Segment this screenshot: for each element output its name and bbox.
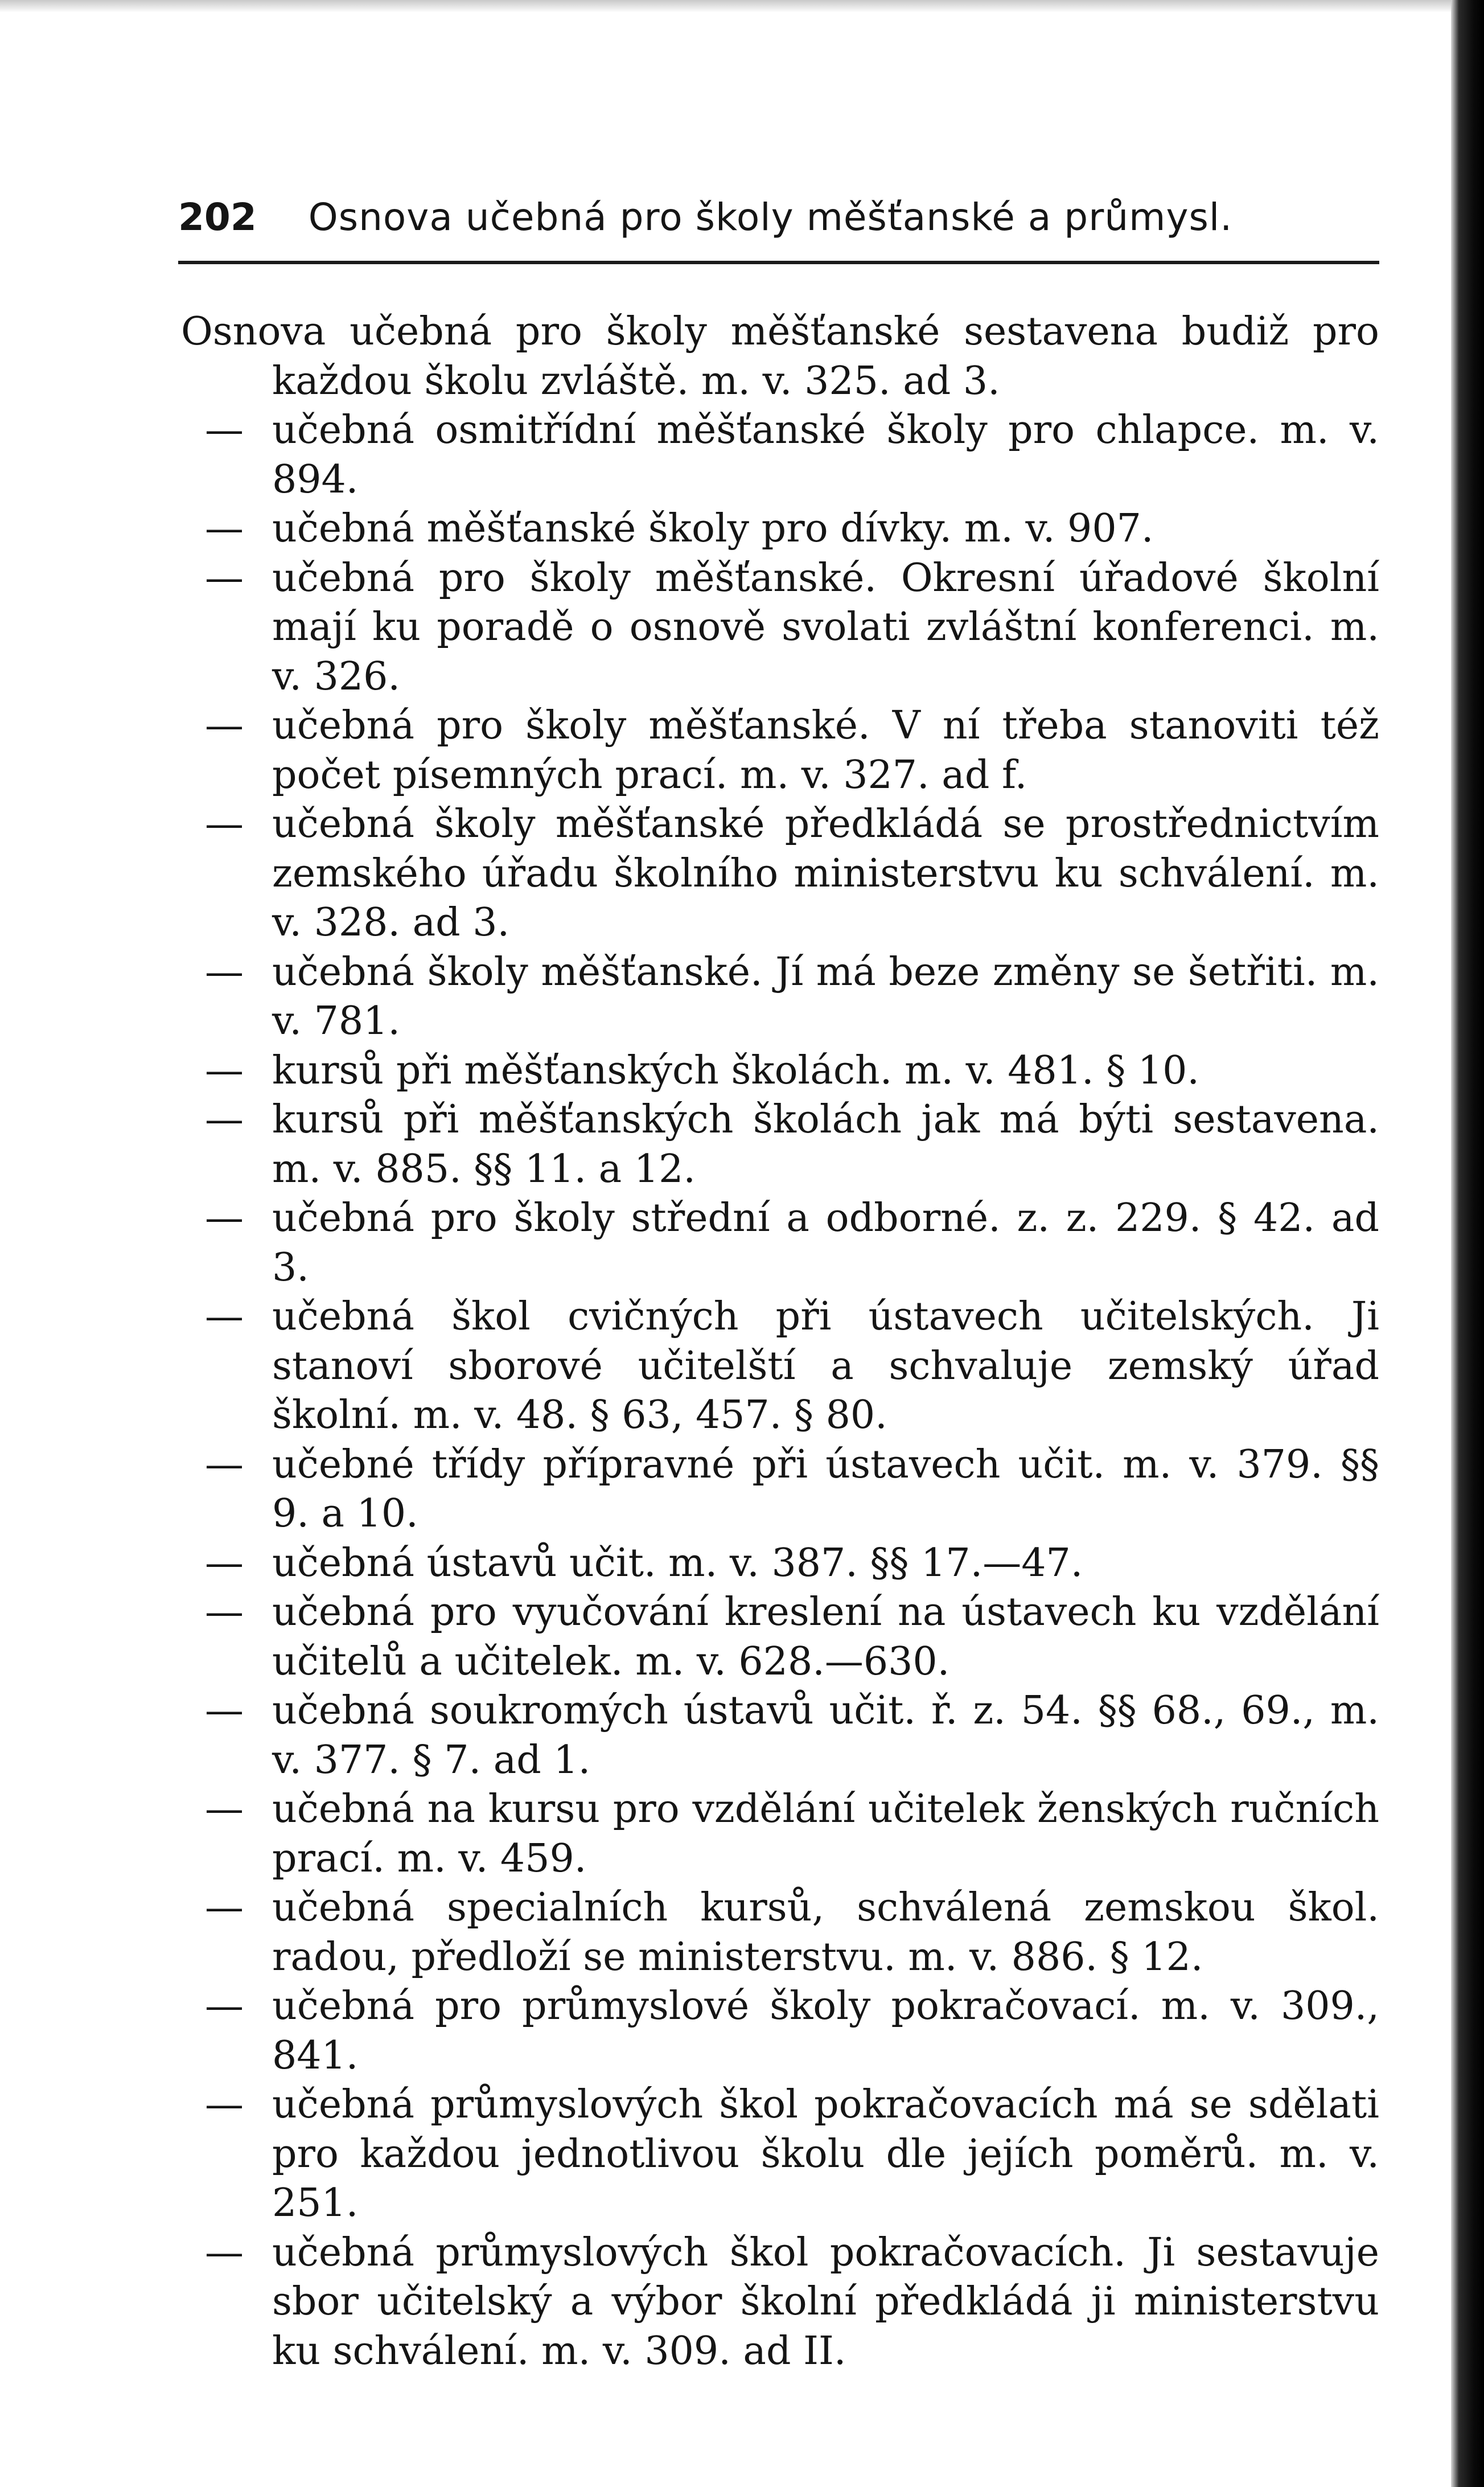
running-title: Osnova učebná pro školy měšťanské a průmysl.	[308, 195, 1233, 239]
entry-text: učebná průmyslových škol pokračovacích. Ji sestavuje sbor učitelský a výbor školní předkládá ji ministerstvu ku schválení. m. v. 309. ad II.	[272, 2230, 1379, 2374]
index-entry	[181, 2080, 1379, 2229]
entry-text: učebná pro školy měšťanské. Okresní úřadové školní mají ku poradě o osnově svolati zvláštní konferenci. m. v. 326.	[272, 555, 1379, 699]
entry-text: učebná škol cvičných při ústavech učitelských. Ji stanoví sborové učitelští a schvaluje zemský úřad školní. m. v. 48. § 63, 457. § 80.	[272, 1294, 1379, 1438]
entry-dash: —	[205, 2230, 244, 2275]
entry-text: Osnova učebná pro školy měšťanské sestavena budiž pro každou školu zvláště. m. v. 325. ad 3.	[181, 309, 1379, 404]
index-entry	[181, 800, 1379, 948]
entry-text: učebná ústavů učit. m. v. 387. §§ 17.—47.	[272, 1540, 1083, 1586]
entry-text: učebná soukromých ústavů učit. ř. z. 54. §§ 68., 69., m. v. 377. § 7. ad 1.	[272, 1688, 1379, 1783]
entry-text: učebná specialních kursů, schválená zemskou škol. radou, předloží se ministerstvu. m. v. 886. § 12.	[272, 1885, 1379, 1980]
scan-right-edge	[1451, 0, 1484, 2487]
entry-text: učebná školy měšťanské. Jí má beze změny se šetřiti. m. v. 781.	[272, 949, 1379, 1044]
page-header	[178, 189, 1379, 263]
index-entry	[181, 1539, 1379, 1589]
entry-text: kursů při měšťanských školách. m. v. 481. § 10.	[272, 1048, 1200, 1093]
index-entry	[181, 1095, 1379, 1194]
index-entry	[181, 1588, 1379, 1686]
entry-dash: —	[205, 949, 244, 995]
index-entry	[181, 1194, 1379, 1292]
index-entry	[181, 1686, 1379, 1785]
index-entry	[181, 406, 1379, 504]
entry-text: učebná školy měšťanské předkládá se prostřednictvím zemského úřadu školního ministerstvu ku schválení. m. v. 328. ad 3.	[272, 802, 1379, 945]
index-entry	[181, 504, 1379, 554]
entry-dash: —	[205, 1590, 244, 1635]
entry-text: učebná pro průmyslové školy pokračovací. m. v. 309., 841.	[272, 1984, 1379, 2078]
entry-dash: —	[205, 1540, 244, 1586]
index-entry	[181, 2229, 1379, 2377]
entry-dash: —	[205, 1885, 244, 1930]
page-number: 202	[178, 195, 257, 239]
index-entry	[181, 1441, 1379, 1539]
entry-dash: —	[205, 506, 244, 551]
index-entry	[181, 1292, 1379, 1441]
entry-dash: —	[205, 2082, 244, 2127]
entry-text: učebná pro školy střední a odborné. z. z. 229. § 42. ad 3.	[272, 1196, 1379, 1290]
entry-text: kursů při měšťanských školách jak má býti sestavena. m. v. 885. §§ 11. a 12.	[272, 1097, 1379, 1192]
entry-text: učebná pro vyučování kreslení na ústavech ku vzdělání učitelů a učitelek. m. v. 628.—630.	[272, 1590, 1379, 1684]
index-entry	[181, 307, 1379, 406]
entry-dash: —	[205, 1984, 244, 2029]
entry-dash: —	[205, 408, 244, 453]
entry-text: učebná průmyslových škol pokračovacích má se sdělati pro každou jednotlivou školu dle jejích poměrů. m. v. 251.	[272, 2082, 1379, 2226]
entry-text: učebná na kursu pro vzdělání učitelek ženských ručních prací. m. v. 459.	[272, 1787, 1379, 1881]
entry-dash: —	[205, 703, 244, 748]
index-entry	[181, 554, 1379, 702]
entry-dash: —	[205, 1688, 244, 1733]
index-entry	[181, 1785, 1379, 1883]
entry-text: učebná pro školy měšťanské. V ní třeba stanoviti též počet písemných prací. m. v. 327. ad f.	[272, 703, 1379, 798]
entry-dash: —	[205, 1442, 244, 1487]
entry-text: učebná osmitřídní měšťanské školy pro chlapce. m. v. 894.	[272, 408, 1379, 502]
index-entry	[181, 948, 1379, 1046]
index-entry	[181, 701, 1379, 800]
entry-dash: —	[205, 1196, 244, 1241]
entry-dash: —	[205, 1048, 244, 1093]
index-entries	[181, 307, 1379, 2376]
entry-text: učebné třídy přípravné při ústavech učit. m. v. 379. §§ 9. a 10.	[272, 1442, 1379, 1536]
index-entry	[181, 1982, 1379, 2080]
entry-text: učebná měšťanské školy pro dívky. m. v. 907.	[272, 506, 1154, 551]
entry-dash: —	[205, 802, 244, 847]
index-entry	[181, 1883, 1379, 1982]
entry-dash: —	[205, 1097, 244, 1142]
header-rule	[178, 261, 1379, 264]
entry-dash: —	[205, 1787, 244, 1832]
index-entry	[181, 1046, 1379, 1096]
entry-dash: —	[205, 1294, 244, 1339]
entry-dash: —	[205, 555, 244, 601]
